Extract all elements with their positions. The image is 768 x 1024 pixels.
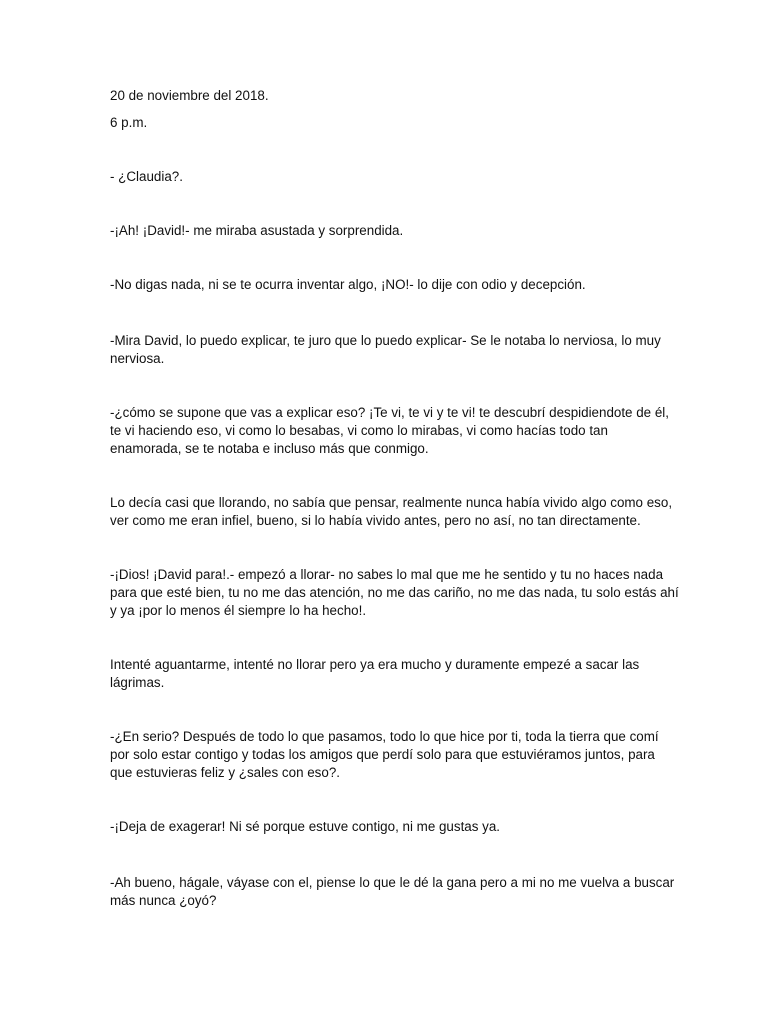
paragraph-11	[110, 874, 675, 910]
paragraph-line: -Ah bueno, hágale, váyase con el, piense lo que le dé la gana pero a mi no me vuelva a buscar	[110, 875, 675, 890]
paragraph-5	[110, 404, 669, 458]
paragraph-line: Intenté aguantarme, intenté no llorar pero ya era mucho y duramente empezé a sacar las	[110, 657, 640, 672]
paragraph-line: -No digas nada, ni se te ocurra inventar algo, ¡NO!- lo dije con odio y decepción.	[110, 277, 586, 292]
paragraph-1	[110, 168, 662, 186]
date-text: 20 de noviembre del 2018.	[110, 88, 269, 103]
paragraph-6	[110, 494, 673, 530]
paragraph-4	[110, 332, 662, 368]
paragraph-line: -Mira David, lo puedo explicar, te juro que lo puedo explicar- Se le notaba lo nerviosa, lo muy	[110, 333, 661, 348]
paragraph-8	[110, 656, 662, 692]
paragraph-line: y ya ¡por lo menos él siempre lo ha hecho!.	[110, 603, 367, 618]
paragraph-3	[110, 276, 662, 294]
paragraph-line: para que esté bien, tu no me das atención, no me das cariño, no me das nada, tu solo estás ahí	[110, 585, 679, 600]
paragraph-line: más nunca ¿oyó?	[110, 893, 217, 908]
paragraph-9	[110, 728, 662, 782]
paragraph-line: -¡Ah! ¡David!- me miraba asustada y sorprendida.	[110, 223, 404, 238]
paragraph-line: te vi haciendo eso, vi como lo besabas, vi como lo mirabas, vi como hacías todo tan	[110, 423, 608, 438]
paragraph-7	[110, 566, 679, 620]
time-text: 6 p.m.	[110, 115, 148, 130]
paragraph-2	[110, 222, 662, 240]
paragraph-line: -¿cómo se supone que vas a explicar eso? ¡Te vi, te vi y te vi! te descubrí despidiendote de él,	[110, 405, 669, 420]
paragraph-10	[110, 818, 662, 836]
paragraph-line: - ¿Claudia?.	[110, 169, 183, 184]
paragraph-line: Lo decía casi que llorando, no sabía que pensar, realmente nunca había vivido algo como eso,	[110, 495, 673, 510]
paragraph-line: por solo estar contigo y todas los amigos que perdí solo para que estuviéramos juntos, para	[110, 747, 655, 762]
date-line	[110, 87, 662, 105]
paragraph-line: -¡Deja de exagerar! Ni sé porque estuve contigo, ni me gustas ya.	[110, 819, 501, 834]
paragraph-line: que estuvieras feliz y ¿sales con eso?.	[110, 765, 340, 780]
paragraph-line: enamorada, se te notaba e incluso más que conmigo.	[110, 441, 429, 456]
paragraph-line: ver como me eran infiel, bueno, si lo había vivido antes, pero no así, no tan directamente.	[110, 513, 641, 528]
paragraph-line: -¿En serio? Después de todo lo que pasamos, todo lo que hice por ti, toda la tierra que comí	[110, 729, 659, 744]
time-line	[110, 114, 662, 132]
paragraph-line: lágrimas.	[110, 675, 165, 690]
paragraph-line: nerviosa.	[110, 351, 165, 366]
paragraph-line: -¡Dios! ¡David para!.- empezó a llorar- no sabes lo mal que me he sentido y tu no haces nada	[110, 567, 664, 582]
